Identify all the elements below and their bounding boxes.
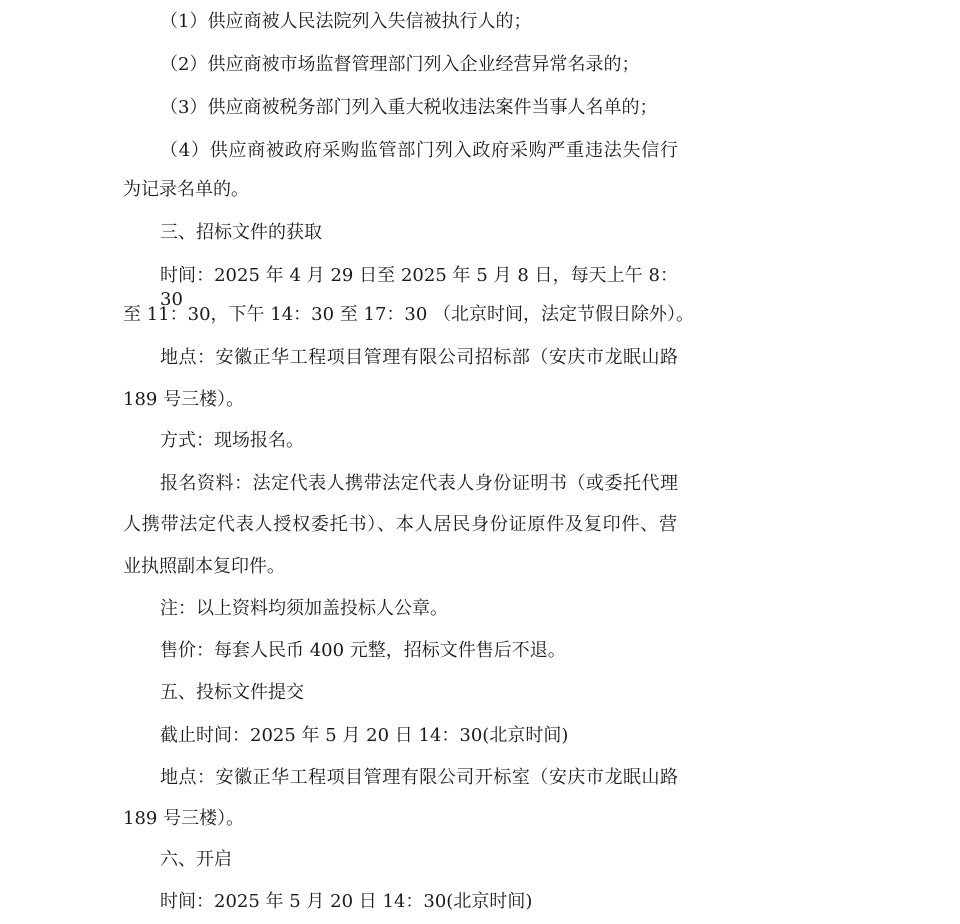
section-3-materials-line-2: 人携带法定代表人授权委托书）、本人居民身份证原件及复印件、营 <box>123 514 677 535</box>
section-6-heading: 六、开启 <box>160 849 232 870</box>
section-3-materials-line-1: 报名资料：法定代表人携带法定代表人身份证明书（或委托代理 <box>160 473 678 494</box>
section-3-materials-line-3: 业执照副本复印件。 <box>123 556 285 577</box>
disqualification-item-4-line-1: （4）供应商被政府采购监管部门列入政府采购严重违法失信行 <box>160 140 678 161</box>
section-3-price: 售价：每套人民币 400 元整，招标文件售后不退。 <box>160 640 566 661</box>
disqualification-item-2: （2）供应商被市场监督管理部门列入企业经营异常名录的； <box>160 54 640 75</box>
section-3-time-line-2: 至 11：30，下午 14：30 至 17：30 （北京时间，法定节假日除外）。 <box>123 304 695 325</box>
section-3-note: 注：以上资料均须加盖投标人公章。 <box>160 598 448 619</box>
section-5-heading: 五、投标文件提交 <box>160 682 304 703</box>
section-5-place-line-1: 地点：安徽正华工程项目管理有限公司开标室（安庆市龙眠山路 <box>160 767 678 788</box>
section-3-time-line-1: 时间：2025 年 4 月 29 日至 2025 年 5 月 8 日，每天上午 8：30 <box>160 265 678 310</box>
section-5-deadline: 截止时间：2025 年 5 月 20 日 14：30(北京时间) <box>160 725 569 746</box>
section-6-time: 时间：2025 年 5 月 20 日 14：30(北京时间) <box>160 891 533 912</box>
section-3-method: 方式：现场报名。 <box>160 430 304 451</box>
disqualification-item-3: （3）供应商被税务部门列入重大税收违法案件当事人名单的； <box>160 97 658 118</box>
section-3-heading: 三、招标文件的获取 <box>160 222 322 243</box>
section-3-place-line-1: 地点：安徽正华工程项目管理有限公司招标部（安庆市龙眠山路 <box>160 347 678 368</box>
section-5-place-line-2: 189 号三楼）。 <box>123 808 245 829</box>
disqualification-item-1: （1）供应商被人民法院列入失信被执行人的； <box>160 11 532 32</box>
section-3-place-line-2: 189 号三楼）。 <box>123 389 245 410</box>
disqualification-item-4-line-2: 为记录名单的。 <box>123 179 249 200</box>
